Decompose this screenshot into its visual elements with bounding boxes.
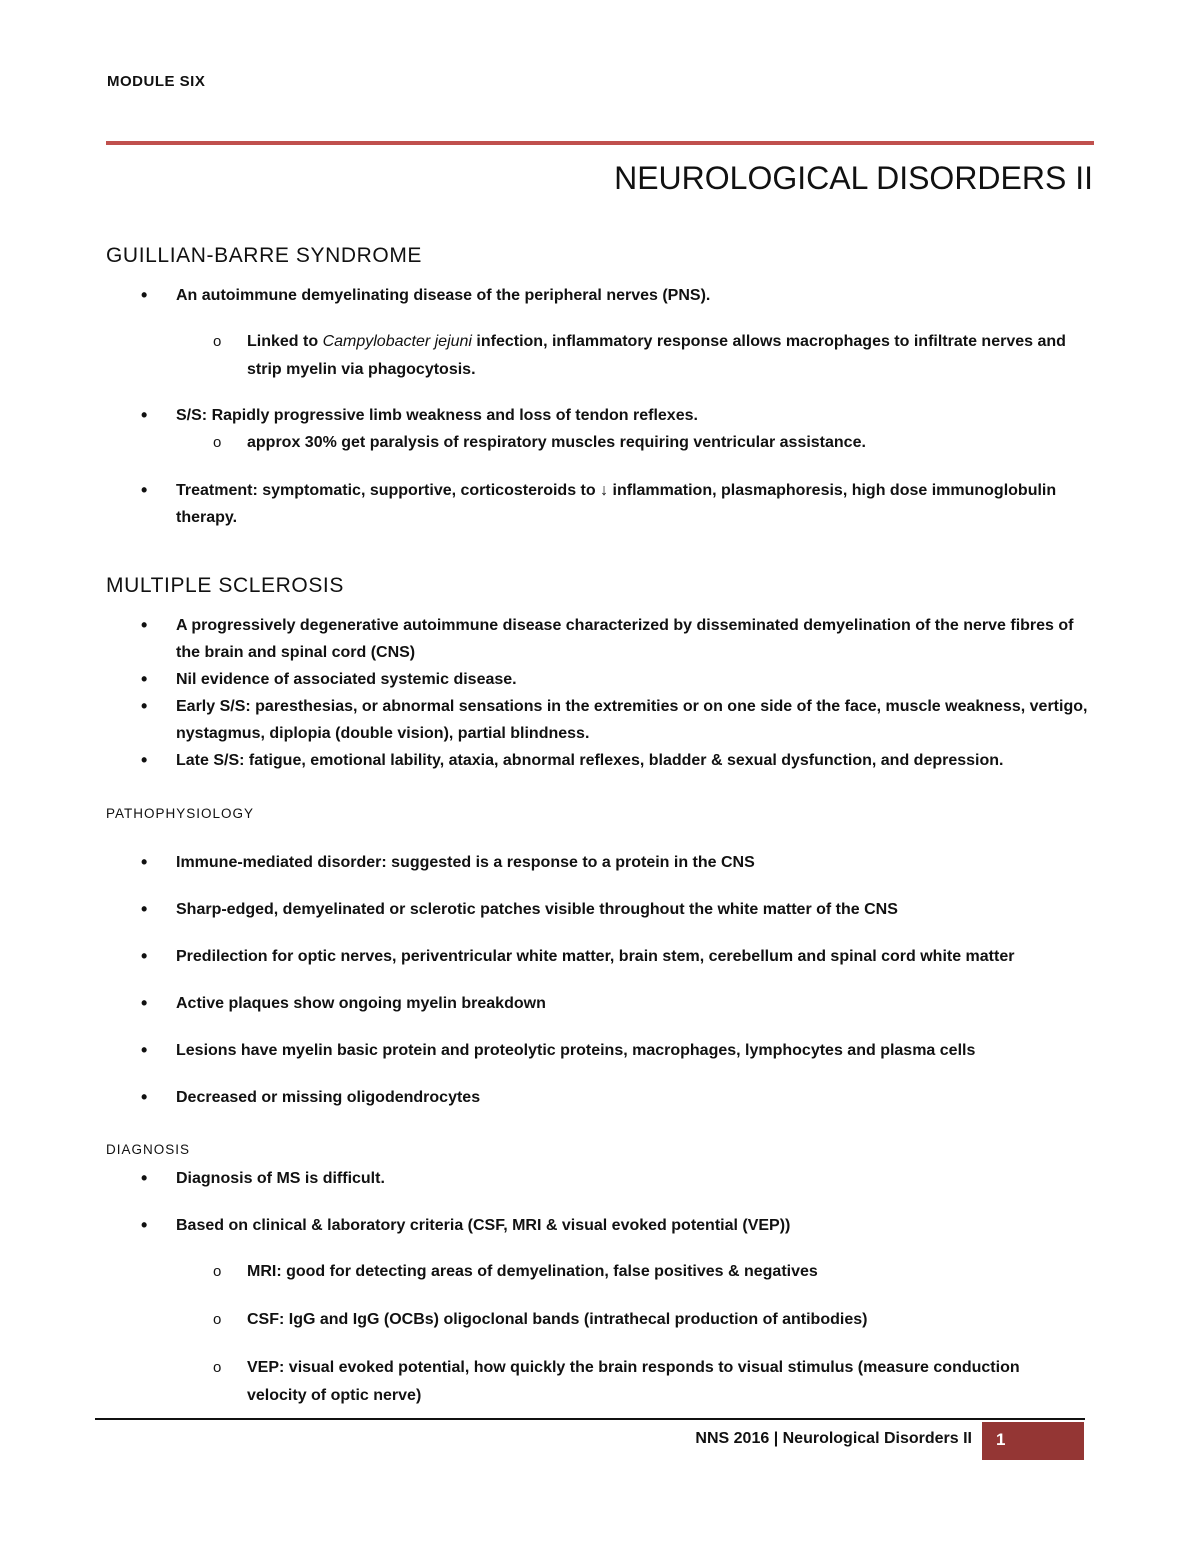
gbs-list [0,282,1200,531]
list-item: • Late S/S: fatigue, emotional lability, ataxia, abnormal reflexes, bladder & sexual dysfunction, and depression. [0,747,1200,774]
title-divider [106,141,1094,145]
sub-list-item [176,328,1100,384]
list-item: • Treatment: symptomatic, supportive, corticosteroids to ↓ inflammation, plasmaphoresis, high dose immunoglobulin therapy. [0,477,1200,531]
diagnosis-list [0,1165,1200,1410]
text-segment: infection, inflammatory response allows macrophages to infiltrate nerves and strip myelin via phagocytosis. [247,333,1066,378]
list-item [0,1212,1200,1410]
footer-divider [95,1418,1085,1420]
sub-heading-pathophysiology: PATHOPHYSIOLOGY [106,806,255,821]
list-item-text: An autoimmune demyelinating disease of the peripheral nerves (PNS). [176,287,711,304]
section-heading-ms: MULTIPLE SCLEROSIS [106,574,344,597]
list-item [0,402,1200,457]
list-item-text: Based on clinical & laboratory criteria (CSF, MRI & visual evoked potential (VEP)) [176,1217,791,1234]
ms-list [0,612,1200,774]
list-item: • A progressively degenerative autoimmune disease characterized by disseminated demyelination of the nerve fibres of the brain and spinal cord (CNS) [0,612,1200,666]
sub-heading-diagnosis: DIAGNOSIS [106,1142,191,1157]
sub-list [176,429,1100,457]
list-item: • Sharp-edged, demyelinated or sclerotic patches visible throughout the white matter of the CNS [0,896,1200,923]
list-item: • Diagnosis of MS is difficult. [0,1165,1200,1192]
page-number-box [982,1422,1084,1460]
list-item: • Early S/S: paresthesias, or abnormal sensations in the extremities or on one side of the face, muscle weakness, vertigo, nystagmus, diplopia (double vision), partial blindness. [0,693,1200,747]
pathophysiology-list [0,849,1200,1111]
list-item: • Nil evidence of associated systemic disease. [0,666,1200,693]
sub-list-item: o approx 30% get paralysis of respiratory muscles requiring ventricular assistance. [176,429,1100,457]
list-item-text: S/S: Rapidly progressive limb weakness and loss of tendon reflexes. [176,407,698,424]
italic-organism-name: Campylobacter jejuni [322,333,472,350]
text-segment: Linked to [247,333,323,350]
sub-list [176,1258,1100,1410]
sub-list-item: o MRI: good for detecting areas of demyelination, false positives & negatives [176,1258,1100,1286]
section-heading-gbs: GUILLIAN-BARRE SYNDROME [106,244,423,267]
list-item: • Decreased or missing oligodendrocytes [0,1084,1200,1111]
module-label: MODULE SIX [107,73,206,90]
page-number: 1 [996,1430,1006,1449]
sub-list-item: o VEP: visual evoked potential, how quickly the brain responds to visual stimulus (measure conduction velocity of optic nerve) [176,1354,1100,1410]
document-title: NEUROLOGICAL DISORDERS II [614,160,1093,196]
list-item: • Predilection for optic nerves, periventricular white matter, brain stem, cerebellum and spinal cord white matter [0,943,1200,970]
list-item: • Immune-mediated disorder: suggested is a response to a protein in the CNS [0,849,1200,876]
list-item: • Lesions have myelin basic protein and proteolytic proteins, macrophages, lymphocytes and plasma cells [0,1037,1200,1064]
list-item: • Active plaques show ongoing myelin breakdown [0,990,1200,1017]
list-item [0,282,1200,384]
sub-list-item: o CSF: IgG and IgG (OCBs) oligoclonal bands (intrathecal production of antibodies) [176,1306,1100,1334]
footer-text: NNS 2016 | Neurological Disorders II [695,1430,972,1447]
sub-list [176,328,1100,384]
